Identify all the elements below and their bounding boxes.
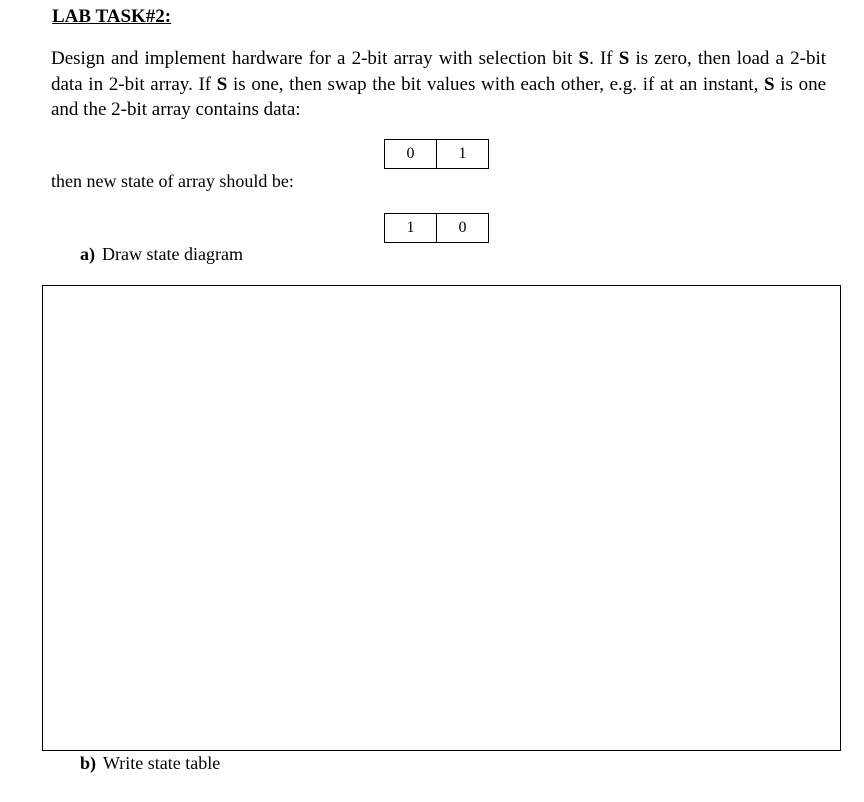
item-b (80, 753, 220, 774)
task-description (51, 46, 826, 123)
new-bit-0: 0 (436, 214, 488, 242)
then-text: then new state of array should be: (51, 171, 294, 191)
item-b-text: Write state table (103, 753, 221, 773)
new-array-box (384, 213, 489, 243)
item-a-marker: a) (80, 244, 95, 264)
initial-bit-0: 1 (436, 140, 488, 168)
initial-bit-1: 0 (406, 145, 415, 162)
item-a-text: Draw state diagram (102, 244, 243, 264)
item-a (80, 244, 243, 265)
initial-array-box (384, 139, 489, 169)
state-diagram-answer-box[interactable] (42, 285, 841, 751)
description-line-3: and the 2-bit array contains data: (51, 99, 301, 120)
item-b-marker: b) (80, 753, 97, 773)
lab-task-heading: LAB TASK#2: (52, 6, 172, 27)
description-line-1: Design and implement hardware for a 2-bit array with selection bit S. If S is zero, then load a 2-bit (51, 48, 826, 69)
description-line-2: data in 2-bit array. If S is one, then swap the bit values with each other, e.g. if at an instant, S is one (51, 73, 826, 95)
new-bit-1: 1 (406, 219, 415, 236)
